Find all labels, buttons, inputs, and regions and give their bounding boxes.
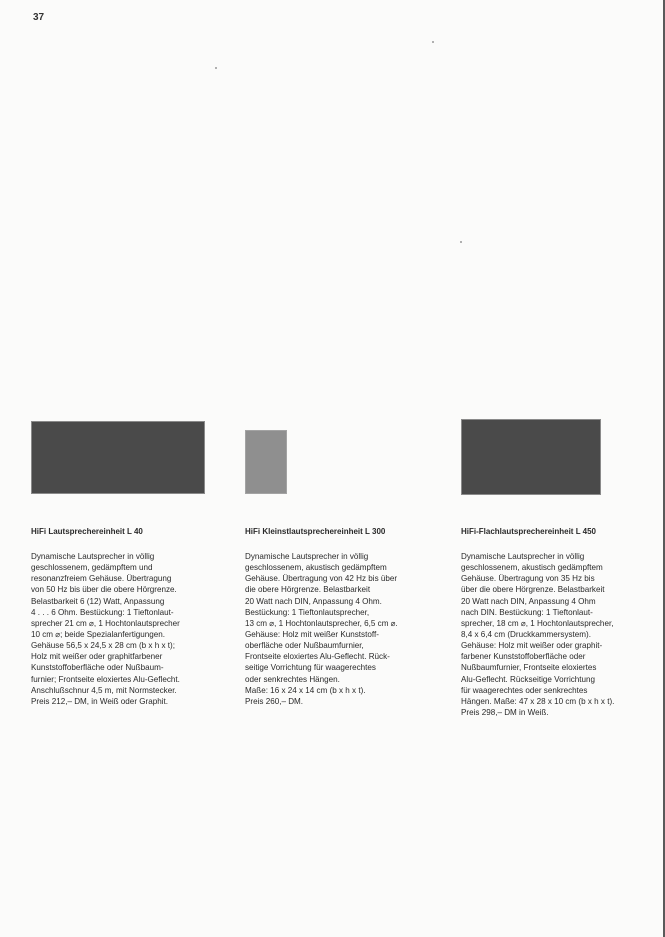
description-line: 13 cm ⌀, 1 Hochtonlautsprecher, 6,5 cm ⌀. <box>245 618 398 628</box>
description-line: 10 cm ⌀; beide Spezialanfertigungen. <box>31 629 166 639</box>
description-line: Gehäuse: Holz mit weißer oder graphit- <box>461 641 603 651</box>
description-line: 4 . . . 6 Ohm. Bestückung: 1 Tieftonlaut- <box>31 607 174 617</box>
description-line: geschlossenem, akustisch gedämpftem <box>245 563 387 573</box>
description-line: Holz mit weißer oder graphitfarbener <box>31 652 163 662</box>
description-line: Preis 298,– DM in Weiß. <box>461 707 549 717</box>
description-line: furnier; Frontseite eloxiertes Alu-Geflecht. <box>31 674 180 684</box>
description-line: Nußbaumfurnier, Frontseite eloxiertes <box>461 663 597 673</box>
speaker-photo-l300 <box>245 430 287 494</box>
description-line: Frontseite eloxiertes Alu-Geflecht. Rück- <box>245 652 390 662</box>
description-line: Gehäuse: Holz mit weißer Kunststoff- <box>245 629 379 639</box>
description-line: Kunststoffoberfläche oder Nußbaum- <box>31 663 164 673</box>
product-description <box>461 551 661 718</box>
description-line: von 50 Hz bis über die obere Hörgrenze. <box>31 585 177 595</box>
description-line: sprecher, 18 cm ⌀, 1 Hochtonlautsprecher, <box>461 618 614 628</box>
description-line: Dynamische Lautsprecher in völlig <box>461 552 585 561</box>
description-line: 20 Watt nach DIN, Anpassung 4 Ohm. <box>245 596 382 606</box>
print-speck <box>460 241 462 243</box>
page-number: 37 <box>33 12 45 23</box>
product-title: HiFi Kleinstlautsprechereinheit L 300 <box>245 527 386 536</box>
print-speck <box>432 41 434 43</box>
product-title: HiFi Lautsprechereinheit L 40 <box>31 527 143 536</box>
product-description <box>245 551 445 707</box>
description-line: die obere Hörgrenze. Belastbarkeit <box>245 585 371 595</box>
description-line: Preis 260,– DM. <box>245 696 304 706</box>
description-line: Bestückung: 1 Tieftonlautsprecher, <box>245 607 370 617</box>
description-line: Dynamische Lautsprecher in völlig <box>245 552 369 561</box>
product-description <box>31 551 231 707</box>
description-line: für waagerechtes oder senkrechtes <box>461 685 588 695</box>
description-line: sprecher 21 cm ⌀, 1 Hochtonlautsprecher <box>31 618 180 628</box>
description-line: 20 Watt nach DIN, Anpassung 4 Ohm <box>461 596 596 606</box>
description-line: farbener Kunststoffoberfläche oder <box>461 652 586 662</box>
print-speck <box>215 67 217 69</box>
description-line: Anschlußschnur 4,5 m, mit Normstecker. <box>31 685 177 695</box>
speaker-photo-l450 <box>461 419 601 495</box>
description-line: Gehäuse 56,5 x 24,5 x 28 cm (b x h x t); <box>31 641 175 651</box>
product-column-l300 <box>245 527 445 707</box>
description-line: nach DIN. Bestückung: 1 Tieftonlaut- <box>461 607 593 617</box>
product-title: HiFi-Flachlautsprechereinheit L 450 <box>461 527 597 536</box>
description-line: Gehäuse. Übertragung von 42 Hz bis über <box>245 574 398 584</box>
description-line: Hängen. Maße: 47 x 28 x 10 cm (b x h x t). <box>461 696 615 706</box>
description-line: Preis 212,– DM, in Weiß oder Graphit. <box>31 696 169 706</box>
description-line: oder senkrechtes Hängen. <box>245 674 340 684</box>
description-line: Alu-Geflecht. Rückseitige Vorrichtung <box>461 674 596 684</box>
description-line: über die obere Hörgrenze. Belastbarkeit <box>461 585 605 595</box>
description-line: Maße: 16 x 24 x 14 cm (b x h x t). <box>245 685 366 695</box>
product-column-l450 <box>461 527 661 718</box>
description-line: Gehäuse. Übertragung von 35 Hz bis <box>461 574 595 584</box>
description-line: geschlossenem, akustisch gedämpftem <box>461 563 603 573</box>
description-line: resonanzfreiem Gehäuse. Übertragung <box>31 574 172 584</box>
product-column-l40 <box>31 527 231 707</box>
description-line: Belastbarkeit 6 (12) Watt, Anpassung <box>31 596 165 606</box>
speaker-photo-l40 <box>31 421 205 494</box>
description-line: Dynamische Lautsprecher in völlig <box>31 552 155 561</box>
description-line: oberfläche oder Nußbaumfurnier, <box>245 641 364 651</box>
description-line: 8,4 x 6,4 cm (Druckkammersystem). <box>461 629 591 639</box>
description-line: seitige Vorrichtung für waagerechtes <box>245 663 376 673</box>
description-line: geschlossenem, gedämpftem und <box>31 563 153 573</box>
